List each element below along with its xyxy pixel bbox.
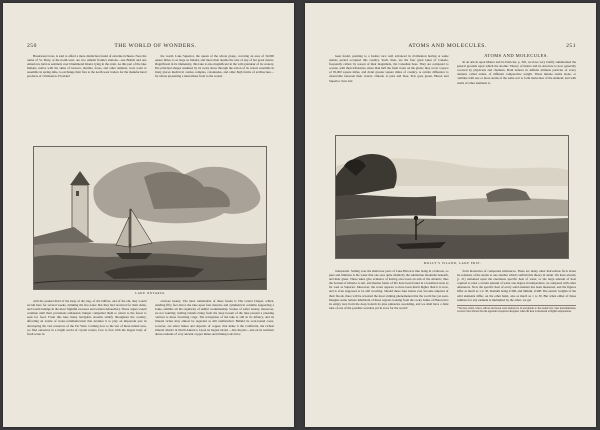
running-title: ATOMS AND MOLECULES. xyxy=(408,43,487,49)
text-column: transparent. Sailing over the shallower parts of Lake Huron is like being in a balloon, so pure and limitless is the water that one sees quite distinctly the submarine mountain beneath, and their glens. These lakes give evidence of having once been an arm of the Atlantic; thus the bottom of Ontario is salt, and marine forms of life have been found in a fossilised state as far west as Superior. Moreover, the water appears to have been much higher than it is now, and is even supposed to be still receding. Should these lake basins ever become emptied of their floods, there will be revealed the most striking phenomenon that the world has yet seen. Imagine some remote inhabitant of these regions looking from the rocky banks of Huron into its empty bed, from the deep bottom its pine pinnacles ascending, and we shall have a faint idea of one of the possible wonders yet in store for the world! xyxy=(329,269,449,310)
text-column: form molecules of compound substances. There are many other marvellous facts about the relations of the atoms to one another which confirm this theory in detail. We have already (p. 21) remarked upon the enormous specific heat of water, or the large amount of heat required to raise a certain amount of water one degree in temperature, as compared with other substances. Now the specific heat of every solid element has been measured, and the figures differ as much as 1 to 30, bismuth being 0.308, and lithium, 9.408. The atomic weights of the solid elements differ, on the other hand, also as much as 1 to 30. But when either of these numbers for any element is multiplied by the other, we get * We may safely collect, silicon and boron were believed to be exceptions to the atomic law; later determinations, however, have shown that the apparent exceptions disappear when the heat is measured at higher temperatures. xyxy=(456,269,576,314)
top-text-columns xyxy=(329,54,576,134)
island-engraving xyxy=(335,135,569,259)
left-page xyxy=(3,3,294,427)
right-page xyxy=(305,3,596,427)
running-title: THE WORLD OF WONDERS. xyxy=(114,43,197,49)
page-number: 250 xyxy=(27,43,37,49)
text-column: the world. Lake Superior, the queen of the whole group, covering an area of 32,000 square miles, is as large as Ireland, and more than double the size of any of her great sisters. Magnificent in its immensity, this lake is also magnificent in the wild grandeur of its scenery. The principal shapes assumed by its rocky shore through the action of its waters resemble in many places mediæval castles, temples, colonnades, and other high forms of architecture—the whole presenting a marvellous front to the waters xyxy=(154,54,274,79)
text-column: obvious beauty. The most remarkable of these freaks is The Grand Chapel, which, standing fifty feet above the lake upon four massive and symmetrical columns supporting a dome, exhibits all the regularity of skilful workmanship. Scenes of softer beauty, moreover, are not wanting; trailing islands rising from the deep bosom of the lake present a pleasing contrast to these frowning crags. The navigation of the lake is still in its infancy, and its mineral riches may almost be regarded as still undisturbed. Behind its rock-bound coast, however, are silver mines and deposits of copper, that make it the California, the richest mineral district in North America. Upon its largest island —Isle Royale—and on its northern shores remains of very ancient copper mines and mining tools have xyxy=(154,299,274,336)
bottom-text-columns xyxy=(329,269,576,413)
figure-caption: MOLLY'S ISLAND, LAKE ERIE. xyxy=(423,261,482,265)
running-head xyxy=(329,43,576,53)
running-head xyxy=(27,43,274,53)
text-column: with the peaked thrid of the heap of the stag, of the buffalo, and of the elk, they would recruit here for several weeks, drinking the fire-water that they had received for their skins, and would indulge in the most frightful excesses and wanton debauchery. These orgies would continue until their provisions exhausted, hunger compelled them to return to the forest to seek for food. From this lake many navigable streams ramify throughout the country, affording an extent of water-communication that destines it to play an important part in developing the vast resources of the Far West. Coming now to the last of these inland seas, we find ourselves in a bright world of crystal waters, face to face with the largest body of fresh water in xyxy=(27,299,147,336)
text-column: Breakwater treat, is said to afford a mere distinction found of extreme richness. Near the outlet of St. Mary, at the north-west, are two Amidst frontier stations—one British and one American, held as sentinels over Drummond Island, lying in the strait. As this part of the lake Indians, native with the skins of beavers, martins, foxes, and other animals, were wont to assemble in spring-time, to exchange their furs to the north-west traders for the manufactured products of civilization. Provided xyxy=(27,54,147,79)
text-column: ATOMS AND MOLECULES. In an article upon Matter and its Particles, p. 305, we have very briefly summarized the general grounds upon which the Atomic Theory of matter and its structure is now generally received by physicists and chemists. Both believe in definite ultimate particles of every element, called atoms, of different comparative weight. These minute atoms alone, or combine with one or more atoms of the same sort to form molecules of the element; and with atoms of other elements to xyxy=(456,54,576,85)
top-text-columns xyxy=(27,54,274,140)
figure-caption: LAKE ONTARIO. xyxy=(135,291,166,295)
lighthouse-engraving xyxy=(33,146,267,290)
section-heading: ATOMS AND MOLECULES. xyxy=(484,54,549,58)
bottom-text-columns xyxy=(27,299,274,413)
text-column: been found, pointing to a former race well advanced in civilization having at some remote period occupied this country. Such, then, are the four great lakes of Canada, frequently called, by reason of their magnitude, the Canadian Seas. They are compared to oceans, with their tributaries, more than half the fresh water on the globe; they cover a space of 95,000 square miles, and drain greater square miles of country. A certain difference is observable between their waters. Ontario is pure and blue, Erie goes green, Huron and Superior clear and xyxy=(329,54,449,83)
footnote: * We may safely collect, silicon and boron were believed to be exceptions to the atomic law; later determinations, however, have shown that the apparent exceptions disappear when the heat is measured at higher temperatures. xyxy=(456,306,576,314)
page-number: 251 xyxy=(566,43,576,49)
